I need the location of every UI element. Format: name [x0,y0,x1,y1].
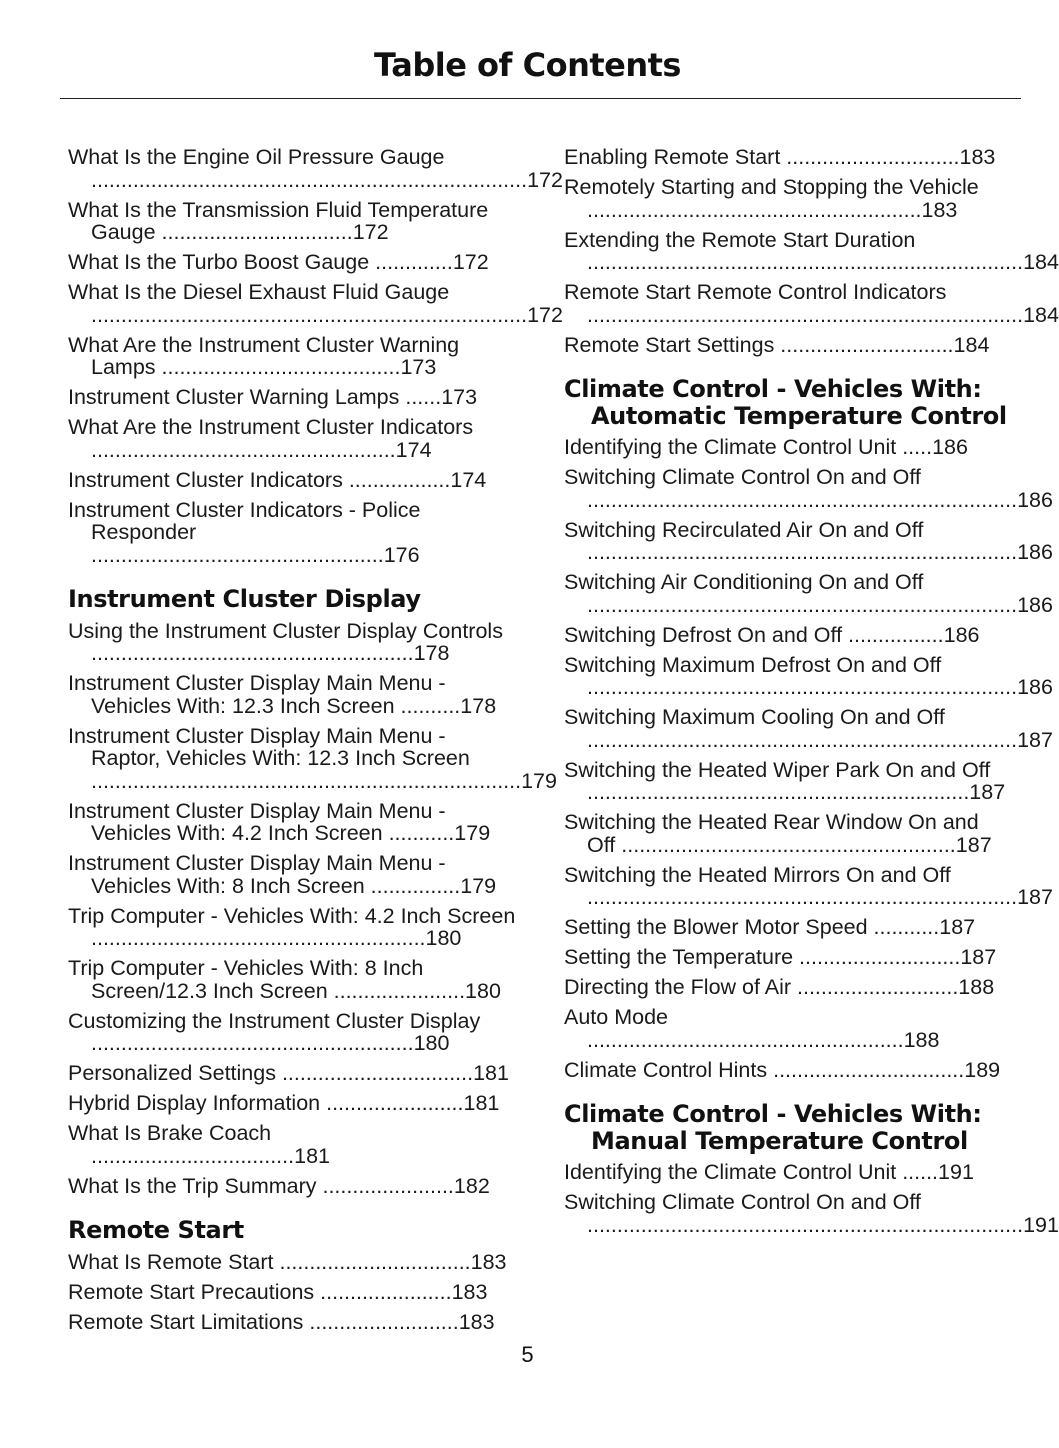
toc-section [564,145,1059,357]
toc-entry-title: What Is the Diesel Exhaust Fluid Gauge [68,280,450,304]
toc-entry-page: 174 [450,467,487,492]
toc-entry[interactable] [564,811,1012,856]
toc-entry[interactable] [564,176,1012,221]
page-title: Table of Contents [374,46,681,84]
toc-dot-leader: ........................................................................ [587,465,1018,512]
toc-dot-leader: ................................................. [91,542,384,567]
toc-entry-title: Switching the Heated Wiper Park On and Off [564,757,991,782]
toc-dot-leader: ........................................................................ [587,862,1018,909]
toc-dot-leader: ................................................... [91,437,396,462]
toc-entry-title: Switching the Heated Mirrors On and Off [564,862,951,887]
toc-entry-title: What Is Remote Start [68,1249,274,1274]
toc-entry[interactable] [564,652,1053,699]
toc-dot-leader: ......................... [303,1309,459,1334]
toc-entry[interactable] [68,1281,516,1304]
toc-dot-leader: ................................ [273,1249,471,1274]
toc-entry[interactable] [68,800,516,845]
toc-entry-title: Identifying the Climate Control Unit [564,435,897,459]
toc-entry-page: 183 [451,1279,488,1304]
toc-entry-title: Switching Maximum Cooling On and Off [564,705,945,729]
toc-dot-leader: ............................. [774,332,954,357]
toc-dot-leader: ........................................................ [587,197,922,222]
toc-entry-page: 180 [465,978,501,1003]
toc-entry-title: What Is the Engine Oil Pressure Gauge [68,145,445,169]
toc-entry-page: 187 [1017,885,1053,909]
toc-entry-title: Instrument Cluster Display Main Menu - Raptor, Vehicles With: 12.3 Inch Screen [68,723,470,770]
toc-entry-title: Switching Climate Control On and Off [564,465,921,489]
toc-entry-page: 179 [521,768,557,793]
toc-entry-title: Instrument Cluster Warning Lamps [68,385,400,409]
toc-dot-leader: ...... [896,1160,939,1184]
toc-entry[interactable] [564,227,1059,274]
toc-entry-page: 182 [453,1173,490,1198]
toc-dot-leader: ........................... [793,945,961,969]
toc-dot-leader: ...................................................... [91,1031,414,1055]
toc-entry-title: What Are the Instrument Cluster Warning Lamps [68,332,460,379]
toc-entry-title: Using the Instrument Cluster Display Controls [68,618,503,643]
toc-entry-title: Trip Computer - Vehicles With: 4.2 Inch Screen [68,903,516,928]
title-divider [60,98,1021,99]
toc-entry-page: 191 [938,1160,974,1184]
toc-entry-title: Hybrid Display Information [68,1091,321,1115]
toc-entry-page: 181 [294,1143,330,1168]
toc-entry-page: 188 [958,975,995,999]
toc-entry-title: Switching the Heated Rear Window On and Off [564,810,979,857]
toc-entry-title: What Is Brake Coach [68,1121,272,1145]
toc-entry-title: Switching Recirculated Air On and Off [564,517,924,542]
toc-entry[interactable] [564,862,1053,909]
toc-entry[interactable] [68,957,516,1002]
toc-entry[interactable] [68,1122,516,1167]
toc-section [564,1100,1059,1237]
toc-dot-leader: ..................................................... [587,1027,904,1052]
toc-entry[interactable] [564,916,1012,939]
toc-entry-title: Remote Start Settings [564,332,775,357]
toc-entry-page: 186 [1017,487,1053,512]
toc-dot-leader: .......... [394,693,461,718]
toc-entry-page: 181 [463,1091,500,1115]
toc-entry[interactable] [68,145,563,192]
toc-entry[interactable] [564,280,1059,327]
toc-entry[interactable] [68,386,516,409]
toc-entry[interactable] [564,624,1012,647]
toc-dot-leader: ...................... [316,1173,454,1198]
toc-dot-leader: ........................................................................ [587,652,1018,699]
toc-dot-leader: ............... [364,873,461,898]
toc-entry-title: Setting the Blower Motor Speed [564,915,868,939]
toc-entry[interactable] [68,416,516,461]
toc-entry-page: 172 [527,167,563,192]
toc-entry-page: 187 [1017,727,1053,752]
toc-entry-title: Instrument Cluster Display Main Menu - Vehicles With: 12.3 Inch Screen [68,671,446,718]
toc-entry[interactable] [68,1092,516,1115]
toc-entry-title: Instrument Cluster Indicators [68,467,343,492]
toc-entry[interactable] [68,672,516,717]
toc-dot-leader: ...................... [327,978,466,1003]
toc-entry-title: Switching Air Conditioning On and Off [564,570,924,594]
toc-dot-leader: ........................... [791,975,959,999]
toc-entry-title: Remote Start Precautions [68,1279,315,1304]
toc-entry-page: 180 [413,1031,450,1055]
toc-entry-page: 191 [1023,1212,1059,1237]
toc-entry-page: 179 [454,821,491,845]
toc-entry-page: 186 [1017,675,1053,699]
toc-entry[interactable] [564,517,1053,564]
toc-section [68,145,563,567]
toc-entry-title: Personalized Settings [68,1061,276,1085]
page-number: 5 [521,1342,534,1367]
toc-entry-page: 187 [960,945,997,969]
toc-entry-title: Remotely Starting and Stopping the Vehicle [564,175,979,199]
toc-dot-leader: ......................................................................... [587,227,1024,274]
toc-entry[interactable] [564,705,1053,752]
toc-entry-title: Extending the Remote Start Duration [564,227,916,252]
toc-dot-leader: ........................................................................ [587,517,1018,564]
toc-entry[interactable] [564,570,1053,617]
toc-entry-page: 183 [458,1309,495,1334]
toc-dot-leader: ......................................................................... [587,280,1024,327]
toc-section [564,375,1053,1082]
toc-entry[interactable] [68,1062,516,1085]
toc-dot-leader: ......................................................................... [587,1190,1024,1237]
toc-entry-page: 184 [1023,302,1059,327]
toc-entry-title: Trip Computer - Vehicles With: 8 Inch Screen/12.3 Inch Screen [68,956,424,1003]
toc-dot-leader: ........................................................................ [587,705,1018,752]
toc-section [68,1217,516,1333]
toc-entry[interactable] [68,620,516,665]
toc-entry[interactable] [68,251,516,274]
toc-dot-leader: ...... [399,385,442,409]
toc-entry[interactable] [68,723,557,793]
toc-entry-page: 186 [943,622,980,647]
toc-dot-leader: ..... [896,435,933,459]
toc-entry[interactable] [68,1010,516,1055]
toc-entry-page: 180 [425,926,462,950]
toc-entry-title: Customizing the Instrument Cluster Display [68,1008,481,1033]
toc-dot-leader: ........... [382,821,455,845]
toc-dot-leader: ................................ [155,220,353,244]
toc-entry-page: 188 [903,1027,940,1052]
toc-dot-leader: ........................................................ [615,832,956,857]
toc-entry-title: Switching Defrost On and Off [564,622,843,647]
section-heading: Climate Control - Vehicles With: Manual Temperature Control [564,1100,982,1155]
toc-entry-title: Switching Climate Control On and Off [564,1190,921,1214]
toc-entry[interactable] [68,469,516,492]
toc-entry-page: 172 [452,250,489,274]
toc-dot-leader: ........................................................................ [587,570,1018,617]
section-heading: Instrument Cluster Display [68,585,421,613]
toc-entry-title: Instrument Cluster Indicators - Police Responder [68,497,421,544]
toc-entry-title: Instrument Cluster Display Main Menu - Vehicles With: 8 Inch Screen [68,851,446,898]
toc-entry-page: 178 [460,693,497,718]
toc-entry-page: 184 [1023,250,1059,274]
toc-entry[interactable] [564,465,1053,512]
toc-entry-page: 187 [955,832,992,857]
toc-entry[interactable] [564,759,1012,804]
toc-entry-title: Setting the Temperature [564,945,794,969]
section-heading: Climate Control - Vehicles With: Automatic Temperature Control [564,375,1007,430]
toc-dot-leader: ............................. [780,145,960,169]
toc-entry-page: 184 [953,332,990,357]
toc-dot-leader: ................................................................ [587,780,970,804]
toc-entry[interactable] [564,334,1012,357]
toc-entry[interactable] [68,1175,516,1198]
toc-entry-title: What Is the Trip Summary [68,1173,317,1198]
toc-entry-title: Identifying the Climate Control Unit [564,1160,897,1184]
toc-entry-page: 187 [939,915,976,939]
toc-dot-leader: ........................................ [155,355,401,379]
toc-dot-leader: ................................ [767,1057,965,1082]
toc-entry[interactable] [564,146,1012,169]
toc-entry[interactable] [68,334,516,379]
toc-entry-page: 186 [1017,540,1053,564]
toc-entry-page: 178 [413,641,450,665]
toc-column-right [564,145,1059,1256]
toc-column-left [68,145,563,1353]
toc-entry-title: Auto Mode [564,1005,668,1029]
section-heading: Remote Start [68,1216,244,1244]
toc-dot-leader: ........................................................................ [91,746,522,793]
toc-dot-leader: ....................... [320,1091,464,1115]
toc-entry-title: Climate Control Hints [564,1057,768,1082]
toc-dot-leader: ................ [842,622,944,647]
toc-entry-title: Switching Maximum Defrost On and Off [564,652,942,677]
toc-dot-leader: ........... [867,915,940,939]
toc-entry[interactable] [564,1006,1012,1051]
toc-entry-page: 186 [932,435,968,459]
toc-dot-leader: ...................... [314,1279,452,1304]
toc-entry[interactable] [68,905,516,950]
toc-entry[interactable] [564,1161,1012,1184]
toc-entry-title: Instrument Cluster Display Main Menu - Vehicles With: 4.2 Inch Screen [68,798,446,845]
toc-entry[interactable] [564,946,1012,969]
toc-entry-page: 183 [959,145,996,169]
toc-entry[interactable] [68,199,516,244]
toc-entry-page: 173 [400,355,437,379]
toc-entry-page: 189 [964,1057,1001,1082]
toc-entry-page: 176 [383,542,420,567]
toc-entry-page: 174 [395,437,432,462]
toc-dot-leader: ................................ [275,1061,474,1085]
toc-dot-leader: ......................................................................... [91,280,528,327]
toc-entry[interactable] [68,1311,516,1334]
toc-dot-leader: ...................................................... [91,641,414,665]
toc-dot-leader: ............. [369,250,453,274]
toc-section [68,585,557,1198]
toc-entry-page: 187 [969,780,1006,804]
toc-dot-leader: ......................................................................... [91,145,528,192]
toc-entry-title: What Are the Instrument Cluster Indicators [68,415,474,439]
toc-dot-leader: .................................. [91,1143,295,1168]
toc-entry[interactable] [564,976,1012,999]
toc-entry-title: What Is the Transmission Fluid Temperature Gauge [68,197,489,244]
toc-entry-page: 186 [1017,592,1053,617]
toc-entry-page: 173 [441,385,478,409]
toc-entry[interactable] [68,852,516,897]
toc-entry-page: 183 [921,197,958,222]
toc-entry-page: 179 [460,873,497,898]
toc-entry[interactable] [68,280,563,327]
toc-entry-title: Remote Start Remote Control Indicators [564,280,947,304]
toc-entry-page: 181 [473,1061,509,1085]
toc-entry-title: Directing the Flow of Air [564,975,792,999]
toc-entry-page: 183 [470,1249,507,1274]
toc-entry-title: Remote Start Limitations [68,1309,304,1334]
toc-dot-leader: ................. [342,467,451,492]
toc-entry-title: Enabling Remote Start [564,145,781,169]
toc-entry[interactable] [564,1059,1012,1082]
toc-entry[interactable] [68,1251,516,1274]
toc-entry[interactable] [564,436,1012,459]
toc-entry-title: What Is the Turbo Boost Gauge [68,250,370,274]
toc-dot-leader: ........................................................ [91,926,426,950]
toc-entry[interactable] [564,1190,1059,1237]
toc-entry-page: 172 [527,302,563,327]
toc-entry-page: 172 [352,220,389,244]
toc-entry[interactable] [68,499,516,567]
